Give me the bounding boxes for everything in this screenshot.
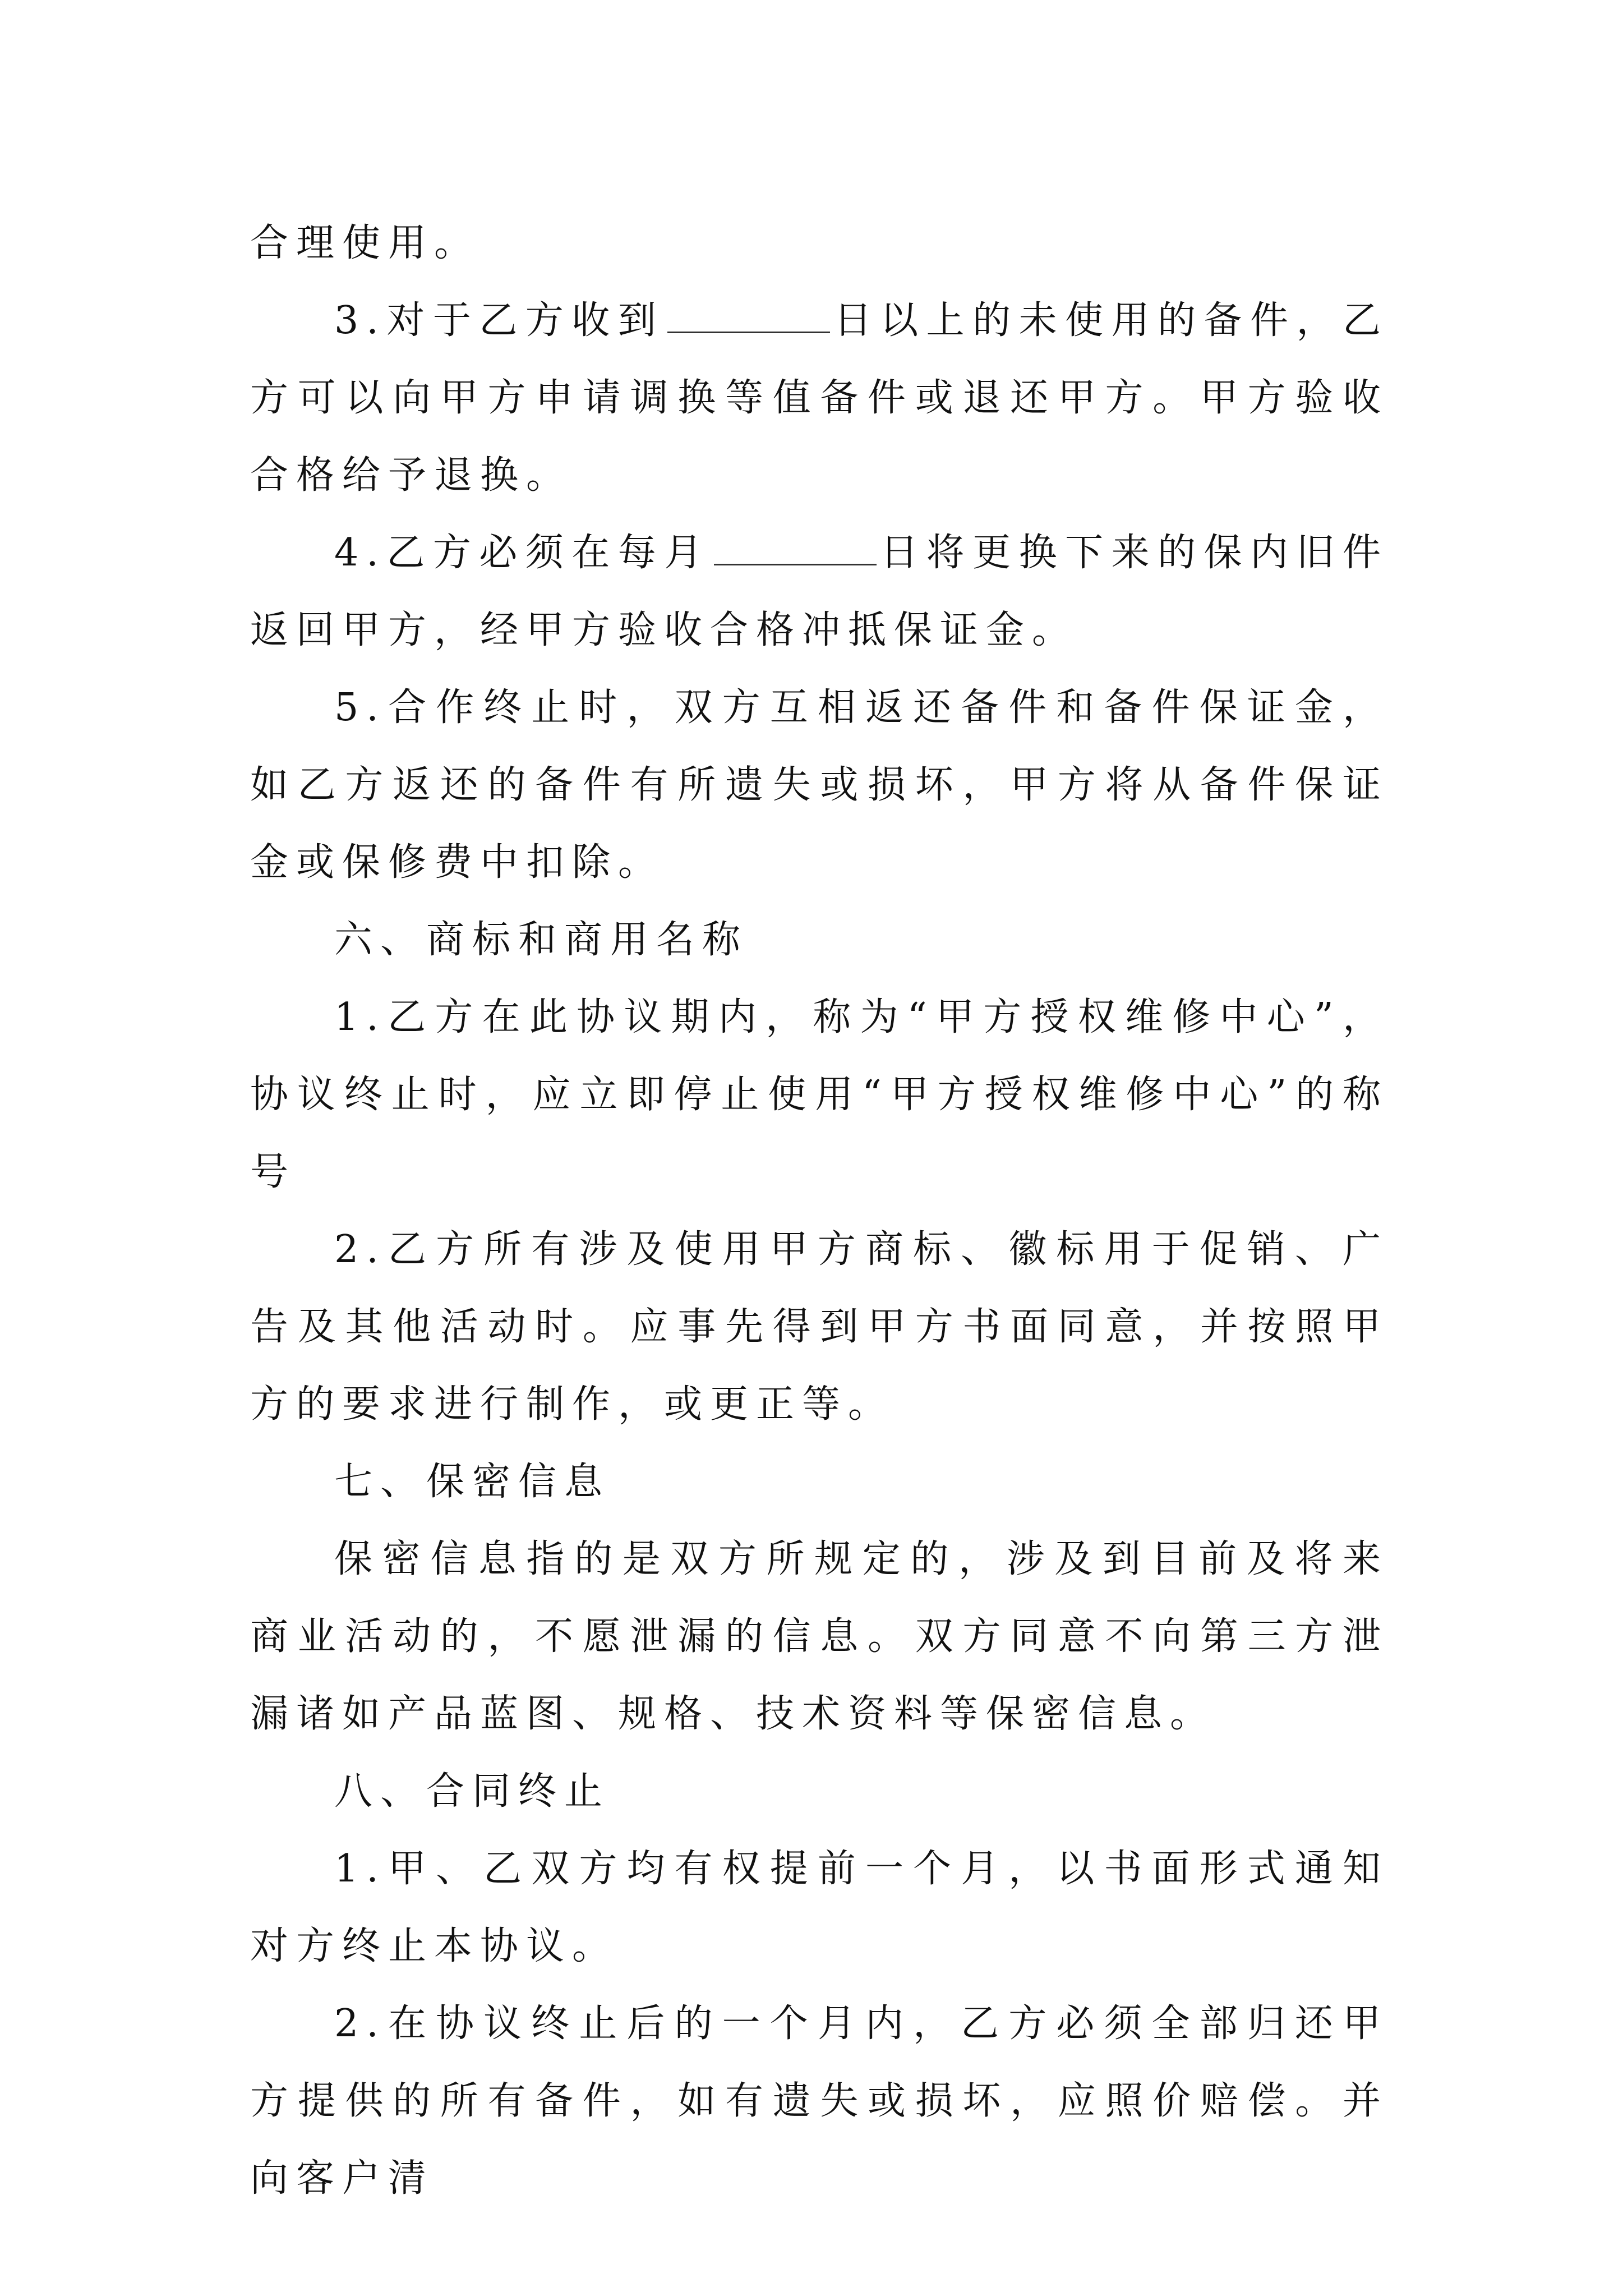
section-heading-7 — [250, 1443, 1389, 1521]
clause-text: 保密信息指的是双方所规定的，涉及到目前及将来商业活动的，不愿泄漏的信息。双方同意不向第三方泄漏诸如产品蓝图、规格、技术资料等保密信息。 — [250, 1537, 1389, 1736]
section-heading-8 — [250, 1753, 1389, 1830]
paragraph-trademark-2 — [250, 1211, 1389, 1443]
paragraph-text: 合理使用。 — [250, 221, 481, 265]
clause-text-end: 日以上的未使用的备件，乙方可以向甲方申请调换等值备件或退还甲方。甲方验收合格给予退换。 — [250, 298, 1389, 498]
clause-text-end: 日将更换下来的保内旧件返回甲方，经甲方验收合格冲抵保证金。 — [250, 531, 1389, 652]
paragraph-clause-4 — [250, 514, 1389, 669]
paragraph-termination-1 — [250, 1830, 1389, 1985]
section-heading-6 — [250, 901, 1389, 979]
paragraph-clause-5 — [250, 669, 1389, 901]
heading-text: 七、保密信息 — [334, 1460, 611, 1504]
clause-text: 1.乙方在此协议期内，称为“甲方授权维修中心”，协议终止时，应立即停止使用“甲方授权维修中心”的称号 — [250, 995, 1389, 1194]
clause-text: 2.在协议终止后的一个月内，乙方必须全部归还甲方提供的所有备件，如有遗失或损坏，应照价赔偿。并向客户清 — [250, 2001, 1389, 2201]
fill-in-blank — [714, 532, 877, 565]
paragraph-continuation — [250, 205, 1389, 282]
paragraph-trademark-1 — [250, 979, 1389, 1211]
fill-in-blank — [667, 300, 830, 333]
heading-text: 六、商标和商用名称 — [334, 918, 749, 962]
clause-text-start: 3.对于乙方收到 — [334, 298, 665, 343]
clause-text: 1.甲、乙双方均有权提前一个月，以书面形式通知对方终止本协议。 — [250, 1847, 1389, 1968]
paragraph-clause-3 — [250, 282, 1389, 514]
clause-text: 5.合作终止时，双方互相返还备件和备件保证金，如乙方返还的备件有所遗失或损坏，甲方将从备件保证金或保修费中扣除。 — [250, 685, 1389, 885]
paragraph-confidential — [250, 1521, 1389, 1753]
clause-text: 2.乙方所有涉及使用甲方商标、徽标用于促销、广告及其他活动时。应事先得到甲方书面同意，并按照甲方的要求进行制作，或更正等。 — [250, 1227, 1389, 1427]
paragraph-termination-2 — [250, 1985, 1389, 2217]
document-body — [250, 205, 1389, 2217]
heading-text: 八、合同终止 — [334, 1769, 611, 1814]
clause-text-start: 4.乙方必须在每月 — [334, 531, 711, 575]
